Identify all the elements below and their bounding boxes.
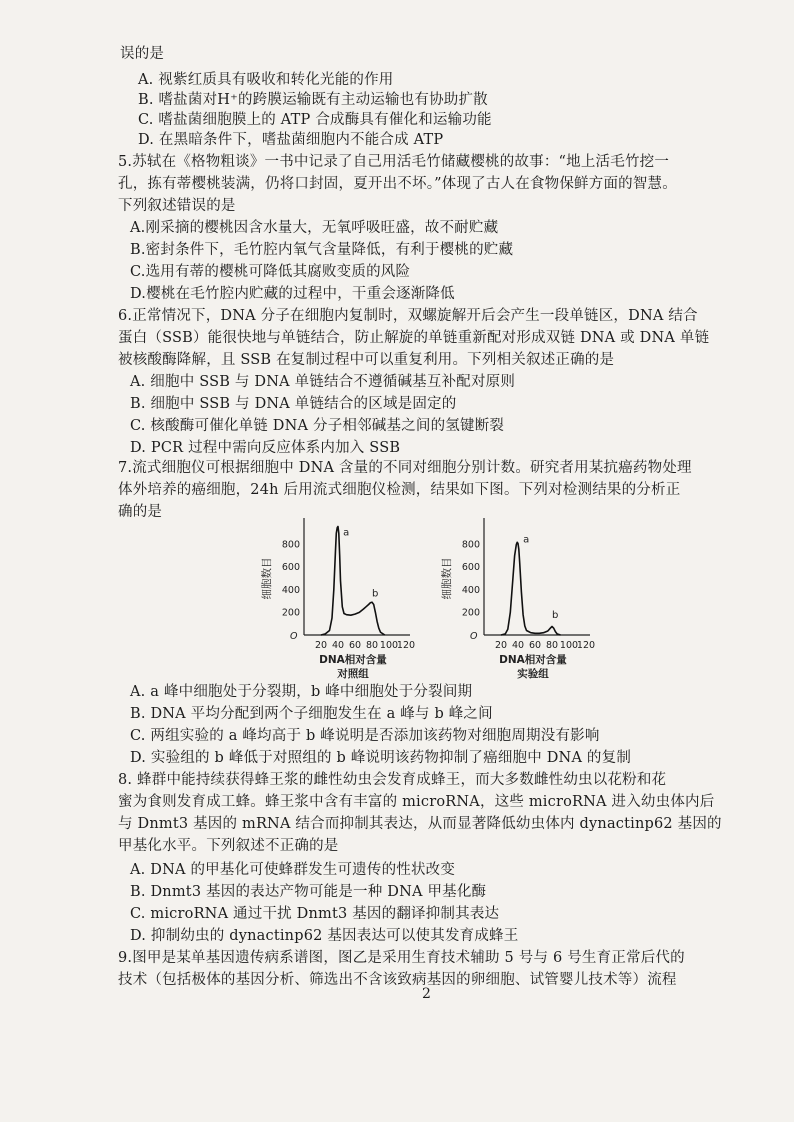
option-a: A.刚采摘的樱桃因含水量大，无氧呼吸旺盛，故不耐贮藏 — [130, 220, 499, 236]
y-tick-label: 400 — [461, 584, 480, 596]
option-b: B. 细胞中 SSB 与 DNA 单链结合的区域是固定的 — [130, 396, 457, 412]
option-c: C. 核酸酶可催化单链 DNA 分子相邻碱基之间的氢键断裂 — [130, 418, 505, 434]
x-tick-label: 20 — [494, 640, 508, 651]
option-b: B. 嗜盐菌对H⁺的跨膜运输既有主动运输也有协助扩散 — [138, 92, 488, 108]
chart-experimental-group — [436, 512, 596, 682]
option-b: B. Dnmt3 基因的表达产物可能是一种 DNA 甲基化酶 — [130, 884, 487, 900]
option-d: D. 实验组的 b 峰低于对照组的 b 峰说明该药物抑制了癌细胞中 DNA 的复制 — [130, 750, 632, 766]
option-a: A. 细胞中 SSB 与 DNA 单链结合不遵循碱基互补配对原则 — [130, 374, 516, 390]
x-tick-label: 20 — [314, 640, 328, 651]
option-c: C. 两组实验的 a 峰均高于 b 峰说明是否添加该药物对细胞周期没有影响 — [130, 728, 600, 744]
option-c: C. 嗜盐菌细胞膜上的 ATP 合成酶具有催化和运输功能 — [138, 112, 492, 128]
text-line: 甲基化水平。下列叙述不正确的是 — [118, 838, 339, 854]
text-line: 确的是 — [118, 504, 163, 520]
y-tick-label: 200 — [461, 607, 480, 619]
x-tick-label: 40 — [511, 640, 525, 651]
peak-label: b — [552, 610, 559, 622]
x-tick-label: 100 — [379, 640, 399, 651]
x-tick-label: 120 — [396, 640, 416, 651]
page-number: 2 — [422, 986, 431, 1002]
origin-label: O — [290, 631, 298, 642]
question-7: 7.流式细胞仪可根据细胞中 DNA 含量的不同对细胞分别计数。研究者用某抗癌药物处理 — [118, 460, 692, 476]
chart-title: 实验组 — [517, 668, 549, 680]
y-tick-label: 200 — [281, 607, 300, 619]
x-tick-label: 60 — [528, 640, 542, 651]
x-axis-label: DNA相对含量 — [499, 654, 567, 666]
option-b: B.密封条件下，毛竹腔内氧气含量降低，有利于樱桃的贮藏 — [130, 242, 514, 258]
option-a: A. a 峰中细胞处于分裂期，b 峰中细胞处于分裂间期 — [130, 684, 473, 700]
question-8: 8. 蜂群中能持续获得蜂王浆的雌性幼虫会发育成蜂王，而大多数雌性幼虫以花粉和花 — [118, 772, 667, 788]
question-6: 6.正常情况下，DNA 分子在细胞内复制时，双螺旋解开后会产生一段单链区，DNA 结合 — [118, 308, 698, 324]
text-line: 下列叙述错误的是 — [118, 198, 236, 214]
x-tick-label: 60 — [348, 640, 362, 651]
text-line: 体外培养的癌细胞，24h 后用流式细胞仪检测，结果如下图。下列对检测结果的分析正 — [118, 482, 681, 498]
peak-label: a — [343, 527, 350, 539]
option-c: C. microRNA 通过干扰 Dnmt3 基因的翻译抑制其表达 — [130, 906, 500, 922]
x-tick-label: 100 — [559, 640, 579, 651]
origin-label: O — [470, 631, 478, 642]
option-d: D. PCR 过程中需向反应体系内加入 SSB — [130, 440, 401, 456]
text-line: 误的是 — [120, 46, 165, 62]
peak-label: a — [523, 534, 530, 546]
question-9: 9.图甲是某单基因遗传病系谱图，图乙是采用生育技术辅助 5 号与 6 号生育正常后代的 — [118, 950, 685, 966]
chart-title: 对照组 — [337, 668, 369, 680]
chart-control-group — [256, 512, 416, 682]
y-tick-label: 600 — [461, 562, 480, 574]
x-tick-label: 80 — [365, 640, 379, 651]
x-tick-label: 80 — [545, 640, 559, 651]
x-tick-label: 40 — [331, 640, 345, 651]
x-tick-label: 120 — [576, 640, 596, 651]
option-d: D.樱桃在毛竹腔内贮藏的过程中，干重会逐渐降低 — [130, 286, 455, 302]
peak-label: b — [372, 588, 379, 600]
text-line: 孔，拣有蒂樱桃装满，仍将口封固，夏开出不坏。”体现了古人在食物保鲜方面的智慧。 — [118, 176, 677, 192]
x-axis-label: DNA相对含量 — [319, 654, 387, 666]
y-axis-label: 细胞数目 — [261, 557, 273, 600]
text-line: 蜜为食则发育成工蜂。蜂王浆中含有丰富的 microRNA，这些 microRNA 进入幼虫体内后 — [118, 794, 715, 810]
option-b: B. DNA 平均分配到两个子细胞发生在 a 峰与 b 峰之间 — [130, 706, 493, 722]
text-line: 蛋白（SSB）能很快地与单链结合，防止解旋的单链重新配对形成双链 DNA 或 DNA 单链 — [118, 330, 710, 346]
y-tick-label: 800 — [461, 539, 480, 551]
text-line: 被核酸酶降解，且 SSB 在复制过程中可以重复利用。下列相关叙述正确的是 — [118, 352, 615, 368]
text-line: 与 Dnmt3 基因的 mRNA 结合而抑制其表达，从而显著降低幼虫体内 dynactinp62 基因的 — [118, 816, 722, 832]
option-c: C.选用有蒂的樱桃可降低其腐败变质的风险 — [130, 264, 411, 280]
series-line — [321, 527, 385, 636]
option-a: A. 视紫红质具有吸收和转化光能的作用 — [138, 72, 394, 88]
text-line: 技术（包括极体的基因分析、筛选出不含该致病基因的卵细胞、试管婴儿技术等）流程 — [118, 972, 677, 988]
y-tick-label: 800 — [281, 539, 300, 551]
series-line — [501, 542, 561, 635]
option-d: D. 抑制幼虫的 dynactinp62 基因表达可以使其发育成蜂王 — [130, 928, 519, 944]
chart-experimental-svg — [436, 512, 596, 682]
option-a: A. DNA 的甲基化可使蜂群发生可遗传的性状改变 — [130, 862, 456, 878]
question-5: 5.苏轼在《格物粗谈》一书中记录了自己用活毛竹储藏樱桃的故事：“地上活毛竹挖一 — [118, 154, 670, 170]
y-axis-label: 细胞数目 — [441, 557, 453, 600]
y-tick-label: 600 — [281, 562, 300, 574]
chart-control-svg — [256, 512, 416, 682]
y-tick-label: 400 — [281, 584, 300, 596]
option-d: D. 在黑暗条件下，嗜盐菌细胞内不能合成 ATP — [138, 132, 444, 148]
